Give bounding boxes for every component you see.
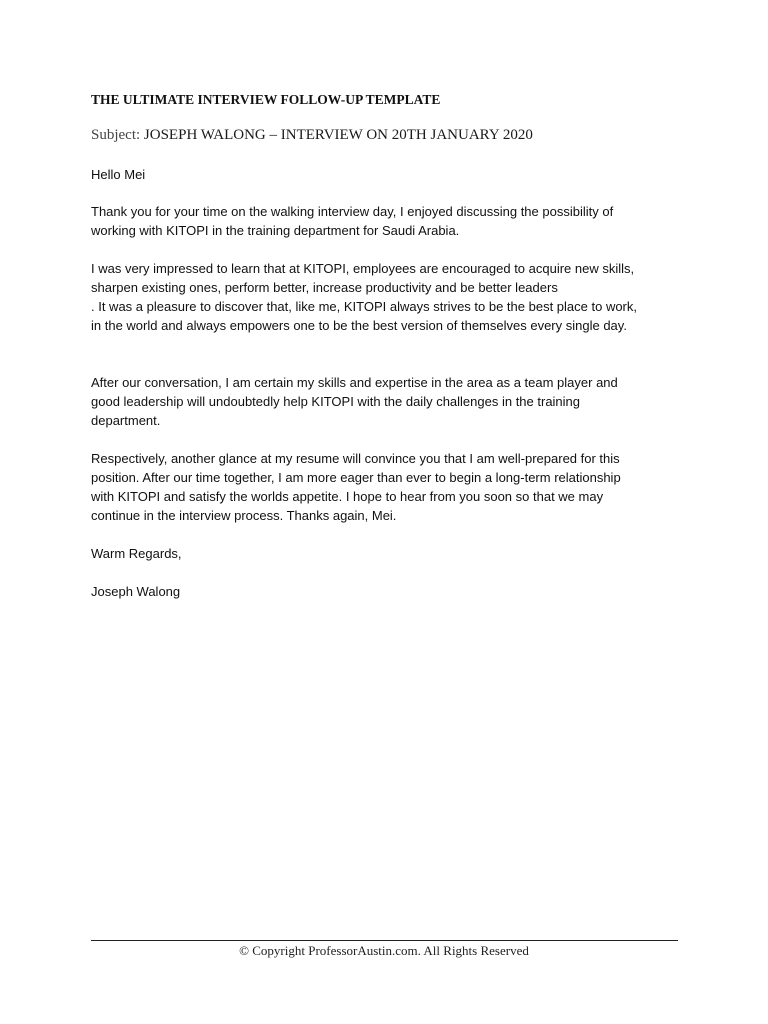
greeting: Hello Mei — [91, 167, 146, 182]
paragraph-line: in the world and always empowers one to be the best version of themselves every single day. — [91, 318, 627, 333]
paragraph-line: department. — [91, 413, 161, 428]
subject-text: JOSEPH WALONG – INTERVIEW ON 20TH JANUARY 2020 — [143, 127, 533, 143]
paragraph-line: position. After our time together, I am more eager than ever to begin a long-term relationship — [91, 470, 621, 485]
subject-label: Subject: — [91, 127, 141, 143]
paragraph-line: working with KITOPI in the training department for Saudi Arabia. — [91, 223, 460, 238]
copyright-text: © Copyright ProfessorAustin.com. All Rights Reserved — [239, 943, 529, 958]
paragraph-3 — [91, 373, 691, 430]
paragraph-2 — [91, 259, 691, 335]
paragraph-line: After our conversation, I am certain my skills and expertise in the area as a team player and — [91, 375, 618, 390]
sign-off: Warm Regards, — [91, 546, 182, 561]
paragraph-line: . It was a pleasure to discover that, like me, KITOPI always strives to be the best place to work, — [91, 299, 637, 314]
paragraph-line: good leadership will undoubtedly help KITOPI with the daily challenges in the training — [91, 394, 581, 409]
paragraph-line: with KITOPI and satisfy the worlds appetite. I hope to hear from you soon so that we may — [91, 489, 604, 504]
paragraph-4 — [91, 449, 691, 525]
paragraph-line: sharpen existing ones, perform better, increase productivity and be better leaders — [91, 280, 558, 295]
document-title: THE ULTIMATE INTERVIEW FOLLOW-UP TEMPLATE — [91, 92, 441, 107]
footer — [0, 943, 768, 959]
subject-line — [91, 127, 533, 144]
signature-name: Joseph Walong — [91, 584, 181, 599]
paragraph-line: I was very impressed to learn that at KITOPI, employees are encouraged to acquire new skills, — [91, 261, 635, 276]
paragraph-1 — [91, 202, 691, 240]
footer-divider — [91, 940, 678, 941]
paragraph-line: Respectively, another glance at my resume will convince you that I am well-prepared for this — [91, 451, 620, 466]
paragraph-line: continue in the interview process. Thanks again, Mei. — [91, 508, 397, 523]
paragraph-line: Thank you for your time on the walking interview day, I enjoyed discussing the possibility of — [91, 204, 614, 219]
